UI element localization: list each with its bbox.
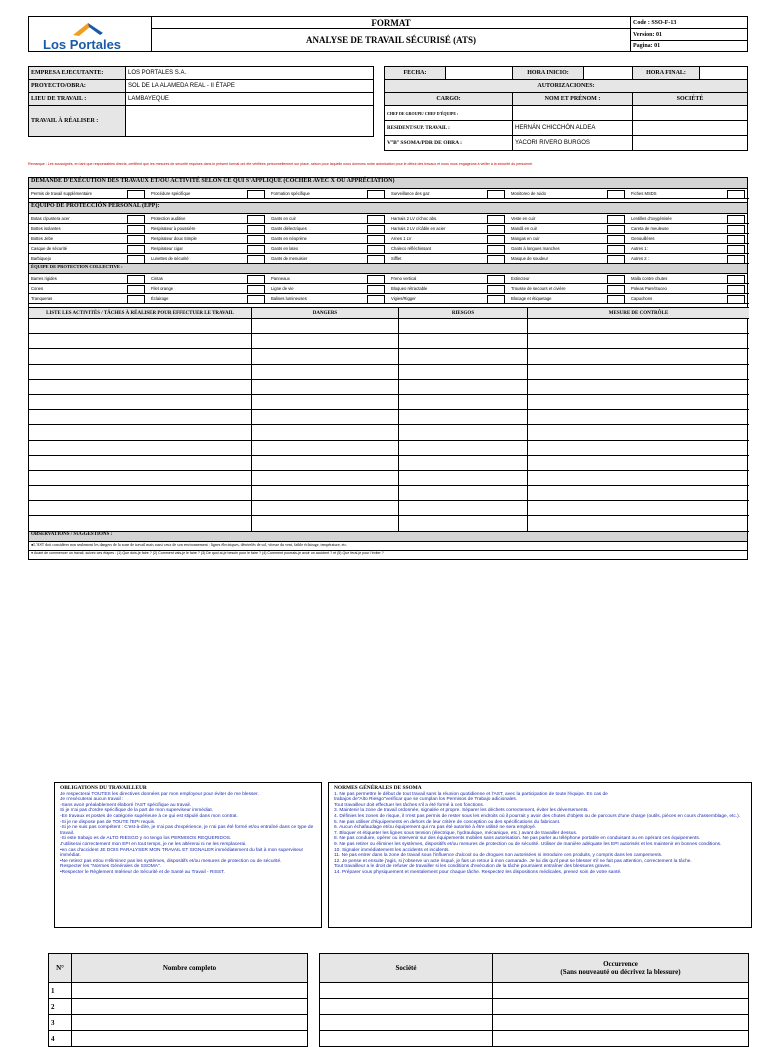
header-table <box>28 16 748 52</box>
activity-cell[interactable] <box>528 394 750 409</box>
grid-item[interactable]: Filet orange <box>149 284 269 294</box>
activity-cell[interactable] <box>399 394 528 409</box>
grid-item[interactable]: Gants en latex <box>269 244 389 254</box>
epp-heading: EQUIPO DE PROTECCIÓN PERSONAL (EPP): <box>29 202 747 214</box>
rule-line: 8. Ne pas conduire, opérer ou intervenir sur des équipements mobiles sans autorisation. Ne pas parler au téléphone portable en conduisant ou en opérant ces équipements. <box>334 836 701 842</box>
grid-item[interactable]: Panneaux <box>269 274 389 284</box>
company-cell[interactable] <box>320 1031 493 1047</box>
rule-line: -Si este trabajo es de ALTO RIESGO y no tengo los PERMISOS REQUERIDOS. <box>60 836 232 842</box>
col-company: Société <box>320 954 493 983</box>
activity-cell[interactable] <box>252 470 399 485</box>
row-number: 4 <box>49 1031 72 1047</box>
grid-item[interactable]: Capuchons <box>629 294 749 304</box>
activity-cell[interactable] <box>29 516 252 531</box>
checkbox[interactable] <box>487 255 505 264</box>
activity-cell[interactable] <box>252 334 399 349</box>
info-label: TRAVAIL À RÉALISER : <box>29 106 126 137</box>
checkbox[interactable] <box>607 190 625 199</box>
activity-cell[interactable] <box>29 440 252 455</box>
rule-line: Respecter les "Normes Générales de SSOMA". <box>60 864 161 870</box>
activity-cell[interactable] <box>29 486 252 501</box>
table-row <box>29 394 749 409</box>
info-label: PROYECTO/OBRA: <box>29 80 126 93</box>
project-info-table <box>28 66 374 137</box>
format-label: FORMAT <box>152 17 631 29</box>
rule-line: Tout travailleur a le droit de refuser de travailler si les conditions d'exécution de la tâche pourraient entraîner des blessures graves. <box>334 864 611 870</box>
info-value[interactable] <box>126 106 374 137</box>
rule-line: •en cas d'accident JE DOIS PARALYSER MON TRAVAIL ET SIGNALER immédiatement du fait à mon superviseur immédiat. <box>60 847 304 859</box>
permits-grid <box>29 189 749 199</box>
activity-cell[interactable] <box>252 394 399 409</box>
rule-line: -Si je ne dispose pas de TOUTE l'EPI requis. <box>60 819 156 825</box>
hora-inicio-label: HORA INICIO: <box>513 67 584 80</box>
table-row <box>29 440 749 455</box>
activity-cell[interactable] <box>399 440 528 455</box>
grid-item[interactable]: Autres 1: <box>629 244 749 254</box>
grid-item[interactable]: Blocage et étiquetage <box>509 294 629 304</box>
grid-item[interactable]: Bloqueo rétractable <box>389 284 509 294</box>
grid-item[interactable]: Cones <box>29 284 149 294</box>
checkbox[interactable] <box>247 295 265 304</box>
activity-cell[interactable] <box>252 455 399 470</box>
rule-line: Je n'exécuterai aucun travail : <box>60 797 124 803</box>
activity-cell[interactable] <box>252 501 399 516</box>
activity-cell[interactable] <box>528 501 750 516</box>
company-header: SOCIÉTÉ <box>633 93 748 106</box>
checkbox[interactable] <box>607 295 625 304</box>
autorizaciones-heading: AUTORIZACIONES: <box>385 80 748 93</box>
grid-item[interactable]: Veste en cuir <box>509 214 629 224</box>
cargo-cell: CHEF DE GROUPE/ CHEF D'ÉQUIPE : <box>385 106 513 121</box>
observation-line: ● Avant de commencer un travail, suivez ces étapes : (1) Que dois-je faire ? (2) Comment vais-je le faire ? (3) De quoi ai-je besoin pour le faire ? (4) Comment pourrais-je avoir un accident ? et (5) Que ferai-je pour l'éviter ? <box>31 550 384 555</box>
cargo-cell: RESIDENT/SUP. TRAVAIL : <box>385 121 513 136</box>
rule-line: Tout travailleur doit effectuer les tâches s'il a été formé à ces fonctions. <box>334 802 485 808</box>
fecha-field[interactable] <box>446 67 513 80</box>
rule-line: trabajos de"Alto Riesgo"verificar que se cumplan los Permisos de Trabajo adicionales. <box>334 797 518 803</box>
activity-cell[interactable] <box>528 410 750 425</box>
name-cell[interactable] <box>513 106 633 121</box>
epp-grid <box>29 214 749 264</box>
code-label: Code : SSO-F-13 <box>631 17 748 29</box>
permit-item[interactable]: Formation spécifique <box>269 189 389 199</box>
signatures-right <box>319 953 749 1047</box>
collective-grid <box>29 274 749 304</box>
collective-heading: ÉQUIPE DE PROTECTION COLLECTIVE : <box>29 264 747 274</box>
observation-line: ●L'AST doit considérer non seulement les dangers de la zone de travail mais aussi ceux de son environnement : lignes électriques, dénivelés de sol, vitesse du vent, faible éclairage, température, etc. <box>29 542 747 551</box>
checkbox[interactable] <box>727 190 745 199</box>
occurrence-cell[interactable] <box>493 999 749 1015</box>
rule-line: 14. Préparer vous physiquement et mentalement pour chaque tâche. Respectez les dispositions médicales, prenez soin de votre santé. <box>334 869 622 875</box>
activity-cell[interactable] <box>29 349 252 364</box>
activity-cell[interactable] <box>252 425 399 440</box>
grid-item[interactable]: Vigies/Rigger <box>389 294 509 304</box>
table-row <box>29 486 749 501</box>
activity-cell[interactable] <box>528 319 750 334</box>
grid-item[interactable]: Lunettes de sécurité <box>149 254 269 264</box>
grid-item[interactable]: Careta de meuleuse <box>629 224 749 234</box>
grid-item[interactable]: Arnes 1 LV <box>389 234 509 244</box>
activity-cell[interactable] <box>252 486 399 501</box>
col-name: Nombre completo <box>72 954 308 983</box>
activity-cell[interactable] <box>252 319 399 334</box>
activities-col: LISTE LES ACTIVITÉS / TÂCHES À RÉALISER POUR EFFECTUER LE TRAVAIL <box>29 308 252 319</box>
rule-line: 4. Définies les zones de risque, il n'est pas permis de rester sous les endroits où il pourrait y avoir des chutes d'objets ou de parcours d'une charge (outils, pièces en cours d'assemblage, etc.). <box>334 813 741 819</box>
cargo-cell: V°B° SSOMA/PDR DE OBRA : <box>385 136 513 151</box>
table-row <box>320 983 749 999</box>
company-cell[interactable] <box>320 1015 493 1031</box>
activity-cell[interactable] <box>399 349 528 364</box>
activity-cell[interactable] <box>29 425 252 440</box>
name-cell[interactable] <box>72 983 308 999</box>
obligations-title: OBLIGATIONS DU TRAVAILLEUR <box>60 785 147 791</box>
col-occurrence <box>493 954 749 983</box>
grid-item[interactable]: Gants en cuir <box>269 214 389 224</box>
normes-box <box>328 782 752 928</box>
activity-cell[interactable] <box>399 486 528 501</box>
name-cell[interactable] <box>72 999 308 1015</box>
rule-line: -En travaux et postes de catégorie supérieure à ce qui est stipulé dans mon contrat. <box>60 813 238 819</box>
obligations-box <box>54 782 322 928</box>
permit-item[interactable]: Procédure spécifique <box>149 189 269 199</box>
rule-line: -Sans avoir préalablement élaboré l'AST spécifique au travail. <box>60 802 191 808</box>
grid-item[interactable]: Balises lumineuses <box>269 294 389 304</box>
rule-line: Je respecterai TOUTES les directives données par mon employeur pour éviter de me blesser. <box>60 791 259 797</box>
name-cell[interactable] <box>72 1015 308 1031</box>
grid-item[interactable]: Genouillères <box>629 234 749 244</box>
grid-item[interactable]: Harnais 2 LV c/câble en acier <box>389 224 509 234</box>
rule-line: 7. Bloquer et étiqueter les lignes sous tension (électrique, hydraulique, mécanique, etc.) avant de travailler dessus. <box>334 830 578 836</box>
activity-cell[interactable] <box>399 455 528 470</box>
permit-item[interactable]: Permis de travail supplémentaire <box>29 189 149 199</box>
grid-item[interactable]: Gants de menuisier <box>269 254 389 264</box>
activity-cell[interactable] <box>528 455 750 470</box>
rule-line: -Si je ne suis pas compétent : C'est-à-dire, je n'ai pas d'expérience, je n'ai pas été formé et/ou entraîné dans ce type de travail. <box>60 825 314 836</box>
grid-item[interactable]: Barbiquejo <box>29 254 149 264</box>
grid-item[interactable]: Casque de sécurité <box>29 244 149 254</box>
table-row <box>29 364 749 379</box>
info-value[interactable]: LAMBAYEQUE <box>126 93 374 106</box>
table-row <box>29 501 749 516</box>
activity-cell[interactable] <box>252 379 399 394</box>
rule-line: 9. Ne pas retirer ou éliminer les systèmes, dispositifs et/ou mesures de protection ou de sécurité. Utiliser de manière adéquate les EPI autorisés et les maintenir en bonnes conditions. <box>334 841 722 847</box>
normes-title: NORMES GÉNÉRALES DE SSOMA <box>334 785 422 791</box>
activity-cell[interactable] <box>29 470 252 485</box>
grid-item[interactable]: Gants à longues manches <box>509 244 629 254</box>
activity-cell[interactable] <box>29 379 252 394</box>
activity-cell[interactable] <box>528 440 750 455</box>
occurrence-subtitle: (Sans nouveauté ou décrivez la blessure) <box>560 968 681 976</box>
logo-text: Los Portales <box>43 37 122 52</box>
activity-cell[interactable] <box>528 470 750 485</box>
remark-note: Remarque : Les soussignés, en tant que responsables directs, certifient que les mesures de sécurité requises dans le présent format ont été vérifiées personnellement sur place, raison pour laquelle nous donnons notre autorisation pour le début des travaux et nous nous engageons à veiller à la sécurité du personnel. <box>28 162 534 166</box>
grid-item[interactable]: Respirateur à poussière <box>149 224 269 234</box>
checkbox[interactable] <box>487 295 505 304</box>
activity-cell[interactable] <box>399 516 528 531</box>
activity-cell[interactable] <box>29 319 252 334</box>
signatures-left <box>48 953 308 1047</box>
checkbox[interactable] <box>127 255 145 264</box>
col-no: N° <box>49 954 72 983</box>
table-row <box>29 410 749 425</box>
roof-logo-icon <box>71 21 105 37</box>
table-row <box>29 425 749 440</box>
grid-item[interactable]: Autres 2 : <box>629 254 749 264</box>
info-label: EMPRESA EJECUTANTE: <box>29 67 126 80</box>
grid-item[interactable]: Extincteur <box>509 274 629 284</box>
company-cell[interactable] <box>320 999 493 1015</box>
rule-line: 11. Ne pas entrer dans la zone de travail sous l'influence d'alcool ou de drogues non autorisées ni introduire ces produits, y compris dans les campements. <box>334 853 663 859</box>
grid-item[interactable]: Trousse de secours et civière <box>509 284 629 294</box>
permits-heading: DEMANDE D'EXÉCUTION DES TRAVAUX ET/OU ACTIVITÉ SELON CE QUI S'APPLIQUE (COCHER AVEC X OU APPRÉCIATION) <box>29 178 747 189</box>
activity-cell[interactable] <box>252 516 399 531</box>
activity-cell[interactable] <box>528 425 750 440</box>
occurrence-cell[interactable] <box>493 983 749 999</box>
riesgos-col: RIESGOS <box>399 308 528 319</box>
grid-item[interactable]: Respirateur doux Simple <box>149 234 269 244</box>
table-row <box>29 455 749 470</box>
permit-item[interactable]: Fiches MSDS <box>629 189 749 199</box>
observations-heading: OBSERVATIONS / SUGGESTIONS : <box>29 532 747 542</box>
checkbox[interactable] <box>727 295 745 304</box>
activity-cell[interactable] <box>29 364 252 379</box>
version-label: Version: 01 <box>631 29 748 40</box>
company-cell[interactable] <box>633 136 748 151</box>
activity-cell[interactable] <box>528 486 750 501</box>
table-row <box>49 1015 308 1031</box>
rule-line: •Respecter le Règlement Intérieur de Sécurité et de Santé au Travail - RISST. <box>60 869 225 875</box>
grid-item[interactable]: Freno vertical <box>389 274 509 284</box>
table-row <box>29 470 749 485</box>
grid-item[interactable]: Harnais 2 LV c/choc abs. <box>389 214 509 224</box>
page-title: ANALYSE DE TRAVAIL SÉCURISÉ (ATS) <box>152 29 631 52</box>
activity-cell[interactable] <box>528 349 750 364</box>
checkbox[interactable] <box>487 190 505 199</box>
activity-cell[interactable] <box>399 364 528 379</box>
info-value[interactable]: LOS PORTALES S.A. <box>126 67 374 80</box>
row-number: 2 <box>49 999 72 1015</box>
rule-line: 3. Maintenir la zone de travail ordonnée, signalée et propre. Séparer les déchets correctement, éviter les déversements. <box>334 808 589 814</box>
grid-item[interactable]: Malla contre chutes <box>629 274 749 284</box>
rule-line: 1. Ne pas permettre le début de tout travail sans la réunion quotidienne et l'AST, avec la participation de toute l'équipe. En cas de <box>334 791 608 797</box>
authorizations-table <box>384 66 748 151</box>
logo <box>29 17 152 52</box>
activity-cell[interactable] <box>399 470 528 485</box>
table-row <box>29 516 749 531</box>
activity-cell[interactable] <box>399 501 528 516</box>
table-row <box>320 1031 749 1047</box>
main-form <box>28 177 748 560</box>
grid-item[interactable]: Gants diélectriques <box>269 224 389 234</box>
table-row <box>29 379 749 394</box>
activity-cell[interactable] <box>399 425 528 440</box>
row-number: 3 <box>49 1015 72 1031</box>
grid-item[interactable]: Mandil en cuir <box>509 224 629 234</box>
dangers-col: DANGERS <box>252 308 399 319</box>
grid-item[interactable]: Protection auditive <box>149 214 269 224</box>
activity-cell[interactable] <box>29 455 252 470</box>
fecha-label: FECHA: <box>385 67 446 80</box>
grid-item[interactable]: Gants en néoprène <box>269 234 389 244</box>
hora-final-field[interactable] <box>700 67 748 80</box>
table-row <box>49 999 308 1015</box>
activity-cell[interactable] <box>29 501 252 516</box>
table-row <box>29 349 749 364</box>
permit-item[interactable]: Monitoreo de ruido <box>509 189 629 199</box>
activity-cell[interactable] <box>399 379 528 394</box>
grid-item[interactable]: Chaleco réfléchissant <box>389 244 509 254</box>
activity-cell[interactable] <box>528 364 750 379</box>
table-row <box>49 1031 308 1047</box>
rule-line: J'utiliserai correctement mon EPI en tout temps, je ne les altérerai ni ne les remplacerai. <box>60 841 247 847</box>
company-cell[interactable] <box>633 106 748 121</box>
grid-item[interactable]: Lentilles d'oxygénisée <box>629 214 749 224</box>
checkbox[interactable] <box>127 295 145 304</box>
activity-cell[interactable] <box>399 319 528 334</box>
control-col: MESURE DE CONTRÔLE <box>528 308 750 319</box>
activity-cell[interactable] <box>252 349 399 364</box>
occurrence-cell[interactable] <box>493 1031 749 1047</box>
table-row <box>29 319 749 334</box>
company-cell[interactable] <box>320 983 493 999</box>
rule-line: 12. Je pense et ensuite j'agis, si j'observe un acte risqué, je fais un retour à mon camarade. Je lui dis qu'il peut se blesser s'il ne fait pas attention, correctement la tâche. <box>334 858 692 864</box>
activity-cell[interactable] <box>29 394 252 409</box>
rule-line: 5. Ne pas utiliser d'équipements en dehors de leur critère de conception ou des spécifications du fabricant. <box>334 819 561 825</box>
grid-item[interactable]: Bottes isolantes <box>29 224 149 234</box>
rule-line: Si je n'ai pas d'ordre spécifique de la part de mon superviseur immédiat. <box>60 808 214 814</box>
table-row <box>320 999 749 1015</box>
activity-cell[interactable] <box>528 334 750 349</box>
activity-cell[interactable] <box>528 379 750 394</box>
pages-label: Pagina: 01 <box>631 40 748 51</box>
activity-cell[interactable] <box>528 516 750 531</box>
grid-item[interactable]: Bottes Jebe <box>29 234 149 244</box>
rule-line: 6. Aucun échafaudage et/ou équipement qui n'a pas été autorisé à être utilisé ne sera employé. <box>334 825 537 831</box>
hora-inicio-field[interactable] <box>584 67 633 80</box>
grid-item[interactable]: Masque de soudeur <box>509 254 629 264</box>
company-cell[interactable] <box>633 121 748 136</box>
grid-item[interactable]: Tranqueras <box>29 294 149 304</box>
grid-item[interactable]: Éclairage <box>149 294 269 304</box>
occurrence-cell[interactable] <box>493 1015 749 1031</box>
grid-item[interactable]: Barres rigides <box>29 274 149 284</box>
grid-item[interactable]: Cintas <box>149 274 269 284</box>
checkbox[interactable] <box>127 190 145 199</box>
occurrence-title: Occurrence <box>603 960 638 968</box>
activity-cell[interactable] <box>29 334 252 349</box>
name-cell[interactable]: YACORI RIVERO BURGOS <box>513 136 633 151</box>
grid-item[interactable]: Poleas Pare/Suceo <box>629 284 749 294</box>
activity-cell[interactable] <box>399 334 528 349</box>
activity-cell[interactable] <box>399 410 528 425</box>
name-cell[interactable]: HERNÁN CHICCHÓN ALDEA <box>513 121 633 136</box>
activity-cell[interactable] <box>252 410 399 425</box>
name-header: NOM ET PRÉNOM : <box>513 93 633 106</box>
table-row <box>49 983 308 999</box>
permit-item[interactable]: Surveillance des gaz <box>389 189 509 199</box>
grid-item[interactable]: Botas c/puntera acer <box>29 214 149 224</box>
checkbox[interactable] <box>367 295 385 304</box>
table-row <box>320 1015 749 1031</box>
checkbox[interactable] <box>727 255 745 264</box>
activity-cell[interactable] <box>29 410 252 425</box>
name-cell[interactable] <box>72 1031 308 1047</box>
checkbox[interactable] <box>367 190 385 199</box>
rule-line: 10. Signaler immédiatement les accidents et incidents. <box>334 847 450 853</box>
table-row <box>29 334 749 349</box>
activity-cell[interactable] <box>252 440 399 455</box>
grid-item[interactable]: Mangas en cuir <box>509 234 629 244</box>
grid-item[interactable]: Respirateur cigar <box>149 244 269 254</box>
hora-final-label: HORA FINAL: <box>633 67 700 80</box>
activity-cell[interactable] <box>252 364 399 379</box>
grid-item[interactable]: Ligne de vie <box>269 284 389 294</box>
activities-table <box>29 307 749 532</box>
cargo-header: CARGO: <box>385 93 513 106</box>
checkbox[interactable] <box>247 255 265 264</box>
checkbox[interactable] <box>247 190 265 199</box>
checkbox[interactable] <box>367 255 385 264</box>
grid-item[interactable]: Sifflet <box>389 254 509 264</box>
info-label: LIEU DE TRAVAIL : <box>29 93 126 106</box>
checkbox[interactable] <box>607 255 625 264</box>
rule-line: •Ne retirez pas et/ou n'éliminez pas les systèmes, dispositifs et/ou mesures de protection ou de sécurité. <box>60 858 282 864</box>
row-number: 1 <box>49 983 72 999</box>
info-value[interactable]: SOL DE LA ALAMEDA REAL - II ÉTAPE <box>126 80 374 93</box>
